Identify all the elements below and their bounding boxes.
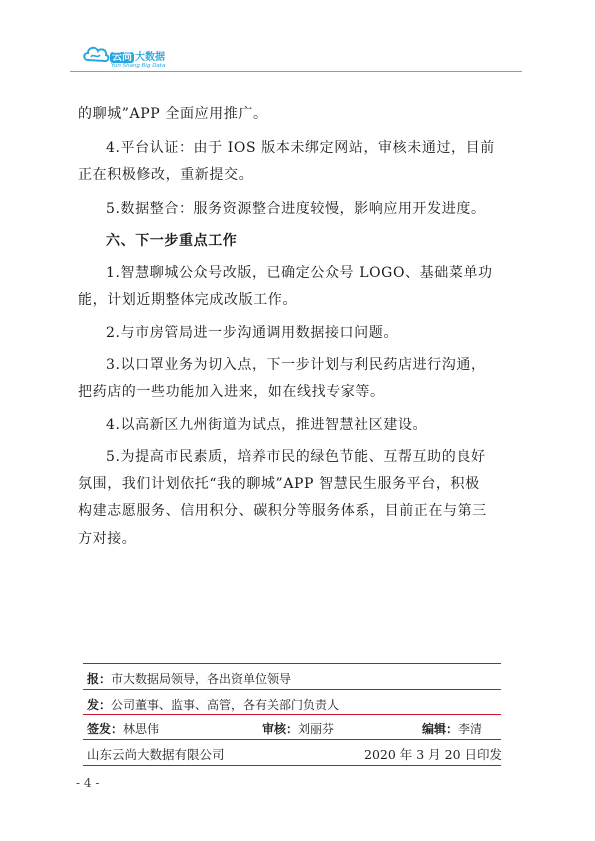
paragraph-line: 构建志愿服务、信用积分、碳积分等服务体系，目前正在与第三	[78, 503, 487, 519]
paragraph-line: 4.平台认证：由于 IOS 版本未绑定网站，审核未通过，目前	[106, 140, 495, 156]
distribution-rule	[83, 689, 501, 690]
send-to: 发：公司董事、监事、高管，各有关部门负责人	[87, 698, 340, 712]
section-heading: 六、下一步重点工作	[106, 233, 238, 249]
logo-text: 云尚 大数据	[112, 52, 165, 63]
paragraph-line: 5.数据整合：服务资源整合进度较慢，影响应用开发进度。	[106, 201, 486, 217]
paragraph-line: 氛围，我们计划依托“我的聊城”APP 智慧民生服务平台，积极	[78, 476, 480, 492]
distribution-rule	[83, 663, 501, 664]
issuing-company: 山东云尚大数据有限公司	[87, 747, 225, 762]
logo-subtitle: Yun Shang Big Data	[111, 63, 166, 69]
cloud-logo-icon	[82, 42, 110, 66]
signed-by: 签发：林思伟	[87, 722, 160, 736]
paragraph-line: 2.与市房管局进一步沟通调用数据接口问题。	[106, 325, 398, 341]
issue-date: 2020 年 3 月 20 日印发	[364, 747, 503, 762]
page-number: - 4 -	[76, 776, 100, 790]
header-divider	[70, 71, 522, 72]
paragraph-line: 能，计划近期整体完成改版工作。	[78, 292, 297, 308]
edited-by: 编辑：李清	[422, 722, 483, 736]
paragraph-line: 3.以口罩业务为切入点，下一步计划与利民药店进行沟通，	[106, 357, 486, 373]
report-to: 报：市大数据局领导，各出资单位领导	[87, 672, 292, 686]
paragraph-line: 的聊城”APP 全面应用推广。	[78, 106, 268, 122]
paragraph-line: 正在积极修改，重新提交。	[78, 167, 254, 183]
reviewed-by: 审核：刘丽芬	[262, 722, 335, 736]
distribution-rule	[83, 765, 501, 766]
paragraph-line: 4.以高新区九州街道为试点，推进智慧社区建设。	[106, 417, 428, 433]
company-logo	[82, 42, 174, 72]
distribution-rule	[83, 714, 501, 715]
paragraph-line: 方对接。	[78, 531, 137, 547]
paragraph-line: 把药店的一些功能加入进来，如在线找专家等。	[78, 384, 385, 400]
paragraph-line: 5.为提高市民素质，培养市民的绿色节能、互帮互助的良好	[106, 449, 486, 465]
paragraph-line: 1.智慧聊城公众号改版，已确定公众号 LOGO、基础菜单功	[106, 265, 493, 281]
distribution-rule	[83, 739, 501, 740]
